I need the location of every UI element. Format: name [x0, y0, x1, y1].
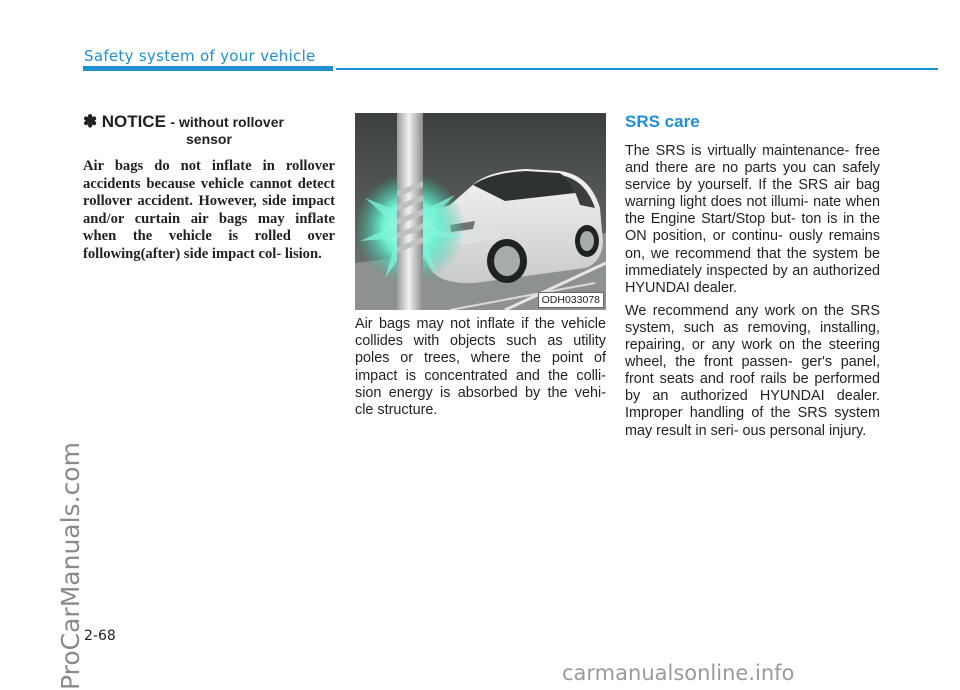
notice-body: Air bags do not inflate in rollover accidents because vehicle cannot detect rollover accident. However, side impact and/or curtain air bags may inflate when the vehicle is rolled over following(after) side impact col- lision.	[83, 158, 335, 262]
figure-caption: Air bags may not inflate if the vehicle collides with objects such as utility poles or trees, where the point of impact is concentrated and the colli- sion energy is absorbed by the vehi- cle structure.	[355, 316, 606, 419]
side-watermark: ProCarManuals.com	[56, 442, 85, 690]
header-rule	[336, 68, 938, 70]
notice-star-icon: ✽	[83, 112, 98, 131]
notice-heading	[83, 112, 335, 147]
srs-care-section	[625, 112, 880, 440]
notice-subtitle-line1: - without rollover	[170, 114, 284, 130]
figure-car-pole-illustration	[355, 113, 606, 310]
srs-care-paragraph-2: We recommend any work on the SRS system, such as removing, installing, repairing, or any work on the steering wheel, the front passen- ger's panel, front seats and roof rails be performed by an authorized HYUNDAI dealer. Improper handling of the SRS system may result in seri- ous personal injury.	[625, 302, 880, 439]
page-number: 2-68	[84, 628, 116, 644]
figure-code-label: ODH033078	[538, 292, 604, 308]
notice-title: NOTICE	[101, 112, 166, 131]
footer-watermark: carmanualsonline.info	[562, 661, 795, 685]
notice-box	[83, 112, 335, 264]
notice-subtitle-line2: sensor	[186, 131, 232, 147]
section-title: Safety system of your vehicle	[84, 47, 316, 65]
srs-care-paragraph-1: The SRS is virtually maintenance- free and there are no parts you can safely service by yourself. If the SRS air bag warning light does not illumi- nate when the Engine Start/Stop but- ton is in the ON position, or continu- ously remains on, we recommend that the system be immediately inspected by an authorized HYUNDAI dealer.	[625, 143, 880, 296]
car-pole-image	[355, 113, 606, 310]
header-accent-bar	[83, 66, 333, 71]
srs-care-heading: SRS care	[625, 112, 700, 131]
